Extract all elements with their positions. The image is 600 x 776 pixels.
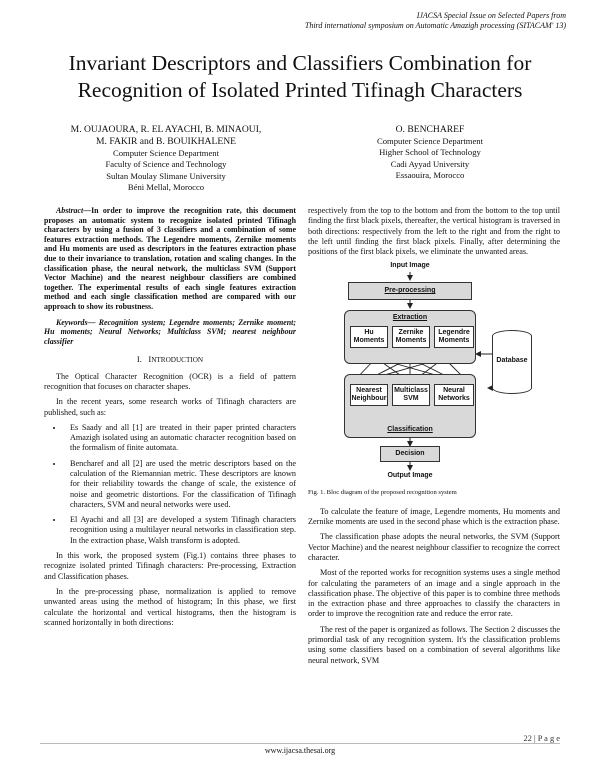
header-line-1: IJACSA Special Issue on Selected Papers from <box>416 11 566 20</box>
classification-label: Classification <box>387 426 433 434</box>
paragraph: The rest of the paper is organized as follows. The Section 2 discusses the primordial task of any recognition system. It's the classification problems using some classifiers based on a combination of several algorithms like neural network, SVM <box>308 624 560 665</box>
svm-label-2: SVM <box>403 395 419 403</box>
author-names: O. BENCHAREF <box>395 124 465 135</box>
footer-divider <box>40 743 560 744</box>
author-block-right <box>330 124 530 182</box>
extraction-label: Extraction <box>392 314 428 322</box>
affiliation-line: Cadi Ayyad University <box>390 158 470 169</box>
list-item: • Es Saady and all [1] are treated in their paper printed characters Amazigh isolated using an automatic character recognition based on the formalism of finite automata. <box>64 423 296 454</box>
affiliation-line: Faculty of Science and Technology <box>105 159 227 170</box>
block-diagram-figure <box>308 262 560 486</box>
nn-label-1: Nearest <box>356 387 382 395</box>
abstract-label: Abstract <box>56 206 84 215</box>
journal-header <box>305 11 566 31</box>
right-column <box>308 206 560 671</box>
paragraph: In the recent years, some research works of Tifinagh characters are published, such as: <box>44 397 296 417</box>
nearest-neighbour-box <box>350 384 388 406</box>
paper-title <box>20 50 580 104</box>
legendre-label-2: Moments <box>438 337 470 345</box>
zernike-moments-box <box>392 326 430 348</box>
section-title-initial: I <box>148 354 152 365</box>
section-number: I. <box>136 354 142 365</box>
hu-moments-box <box>350 326 388 348</box>
keywords-text: Recognition system; Legendre moments; Zernike moment; Hu moments; Neural Networks; Multiclass SVM; nearest neighbour classifier <box>44 317 296 346</box>
section-title-rest: NTRODUCTION <box>151 356 204 365</box>
legendre-moments-box <box>434 326 474 348</box>
affiliation-line: Béni Mellal, Morocco <box>127 182 205 193</box>
affiliation-line: Computer Science Department <box>377 136 483 146</box>
author-block-left <box>36 124 296 194</box>
zernike-label-1: Zernike <box>398 329 424 337</box>
title-line-1: Invariant Descriptors and Classifiers Combination for <box>68 51 532 75</box>
list-item: • Bencharef and all [2] are used the metric descriptors based on the calculation of the Riemannian metric. These descriptors are known for their reliability towards the change of scale, the existence of noise and geometric distortions. For the classification of Tifinagh characters, SVM and neural networks were used. <box>64 459 296 510</box>
paragraph: The classification phase adopts the neural networks, the SVM (Support Vector Machine) and the nearest neighbour classifier to recognize the correct character. <box>308 532 560 562</box>
abstract <box>44 206 296 312</box>
list-item: • El Ayachi and all [3] are developed a system Tifinagh characters recognition using a multilayer neural networks in classification step. In the extraction phase, Walsh transform is adopted. <box>64 515 296 546</box>
keywords-label: Keywords— <box>56 317 96 327</box>
paragraph: In this work, the proposed system (Fig.1) contains three phases to recognize isolated printed Tifinagh characters: Pre-processing, Extraction and Classification phases. <box>44 551 296 581</box>
multiclass-svm-box <box>392 384 430 406</box>
legendre-label-1: Legendre <box>438 329 470 337</box>
paragraph: Most of the reported works for recognition systems uses a single method for calculating the parameters of an image and a single approach in the classification phase. The objective of this paper is to combine three methods in the extraction phase and three approaches to classify the characters in order to improve the recognition rate and reduce the error rate. <box>308 568 560 619</box>
net-label-2: Networks <box>438 395 470 403</box>
section-heading-introduction <box>44 354 296 365</box>
header-line-2: Third international symposium on Automatic Amazigh processing (SITACAM' 13) <box>304 21 566 30</box>
affiliation-line: Essaouira, Morocco <box>395 170 465 181</box>
author-names: M. OUJAOURA, R. EL AYACHI, B. MINAOUI, <box>70 124 262 135</box>
paragraph: To calculate the feature of image, Legendre moments, Hu moments and Zernike moments are used in the second phase which is the extraction phase. <box>308 506 560 527</box>
left-column <box>44 206 296 633</box>
paragraph: The Optical Character Recognition (OCR) is a field of pattern recognition that focuses on character shapes. <box>44 371 296 391</box>
page-number: 22 | P a g e <box>523 734 560 743</box>
zernike-label-2: Moments <box>395 337 427 345</box>
neural-networks-box <box>434 384 474 406</box>
paragraph: respectively from the top to the bottom and from the bottom to the top until finding the first black pixels, thereafter, the vertical histogram is traversed in both directions: respectively from the left to the right and from the right to the left until finding the first black pixels. Finally, after determining the positions of the first black pixels, we eliminate the unwanted areas. <box>308 206 560 257</box>
title-line-2: Recognition of Isolated Printed Tifinagh Characters <box>77 78 523 102</box>
database-cylinder: Database <box>492 330 532 394</box>
affiliation-line: Sultan Moulay Slimane University <box>106 170 226 181</box>
footer-url: www.ijacsa.thesai.org <box>264 746 336 755</box>
affiliation-line: Computer Science Department <box>113 148 219 158</box>
preprocessing-block: Pre-processing <box>348 282 472 300</box>
related-work-list <box>44 423 296 546</box>
nn-label-2: Neighbour <box>351 395 387 403</box>
input-image-label: Input Image <box>390 262 430 270</box>
figure-caption: Fig. 1. Bloc diagram of the proposed recognition system <box>308 489 457 497</box>
hu-label-1: Hu <box>364 329 374 337</box>
decision-block: Decision <box>380 446 440 462</box>
svm-label-1: Multiclass <box>394 387 428 395</box>
paragraph: In the pre-processing phase, normalization is applied to remove unwanted areas using the method of histogram; In this phase, we first calculate the horizontal and vertical histograms, then the histogram is scanned horizontally in both directions: <box>44 586 296 627</box>
author-names: M. FAKIR and B. BOUIKHALENE <box>96 136 236 147</box>
hu-label-2: Moments <box>353 337 385 345</box>
net-label-1: Neural <box>443 387 465 395</box>
affiliation-line: Higher School of Technology <box>379 147 481 158</box>
keywords <box>44 318 296 347</box>
output-image-label: Output Image <box>387 472 433 480</box>
abstract-text: —In order to improve the recognition rate, this document proposes an automatic system to recognize isolated printed Tifinagh characters by using a fusion of 3 classifiers and a combination of some features extraction methods. The Legendre moments, Zernike moments and Hu moments are used as descriptors in the features extraction phase due to their invariance to translation, rotation and scaling changes. In the classification phase, the neural network, the multiclass SVM (Support Vector Machine) and the nearest neighbour classifiers are combined together. The experimental results of each single features extraction method and each single classification method are compared with our approach to show its robustness. <box>44 206 296 311</box>
